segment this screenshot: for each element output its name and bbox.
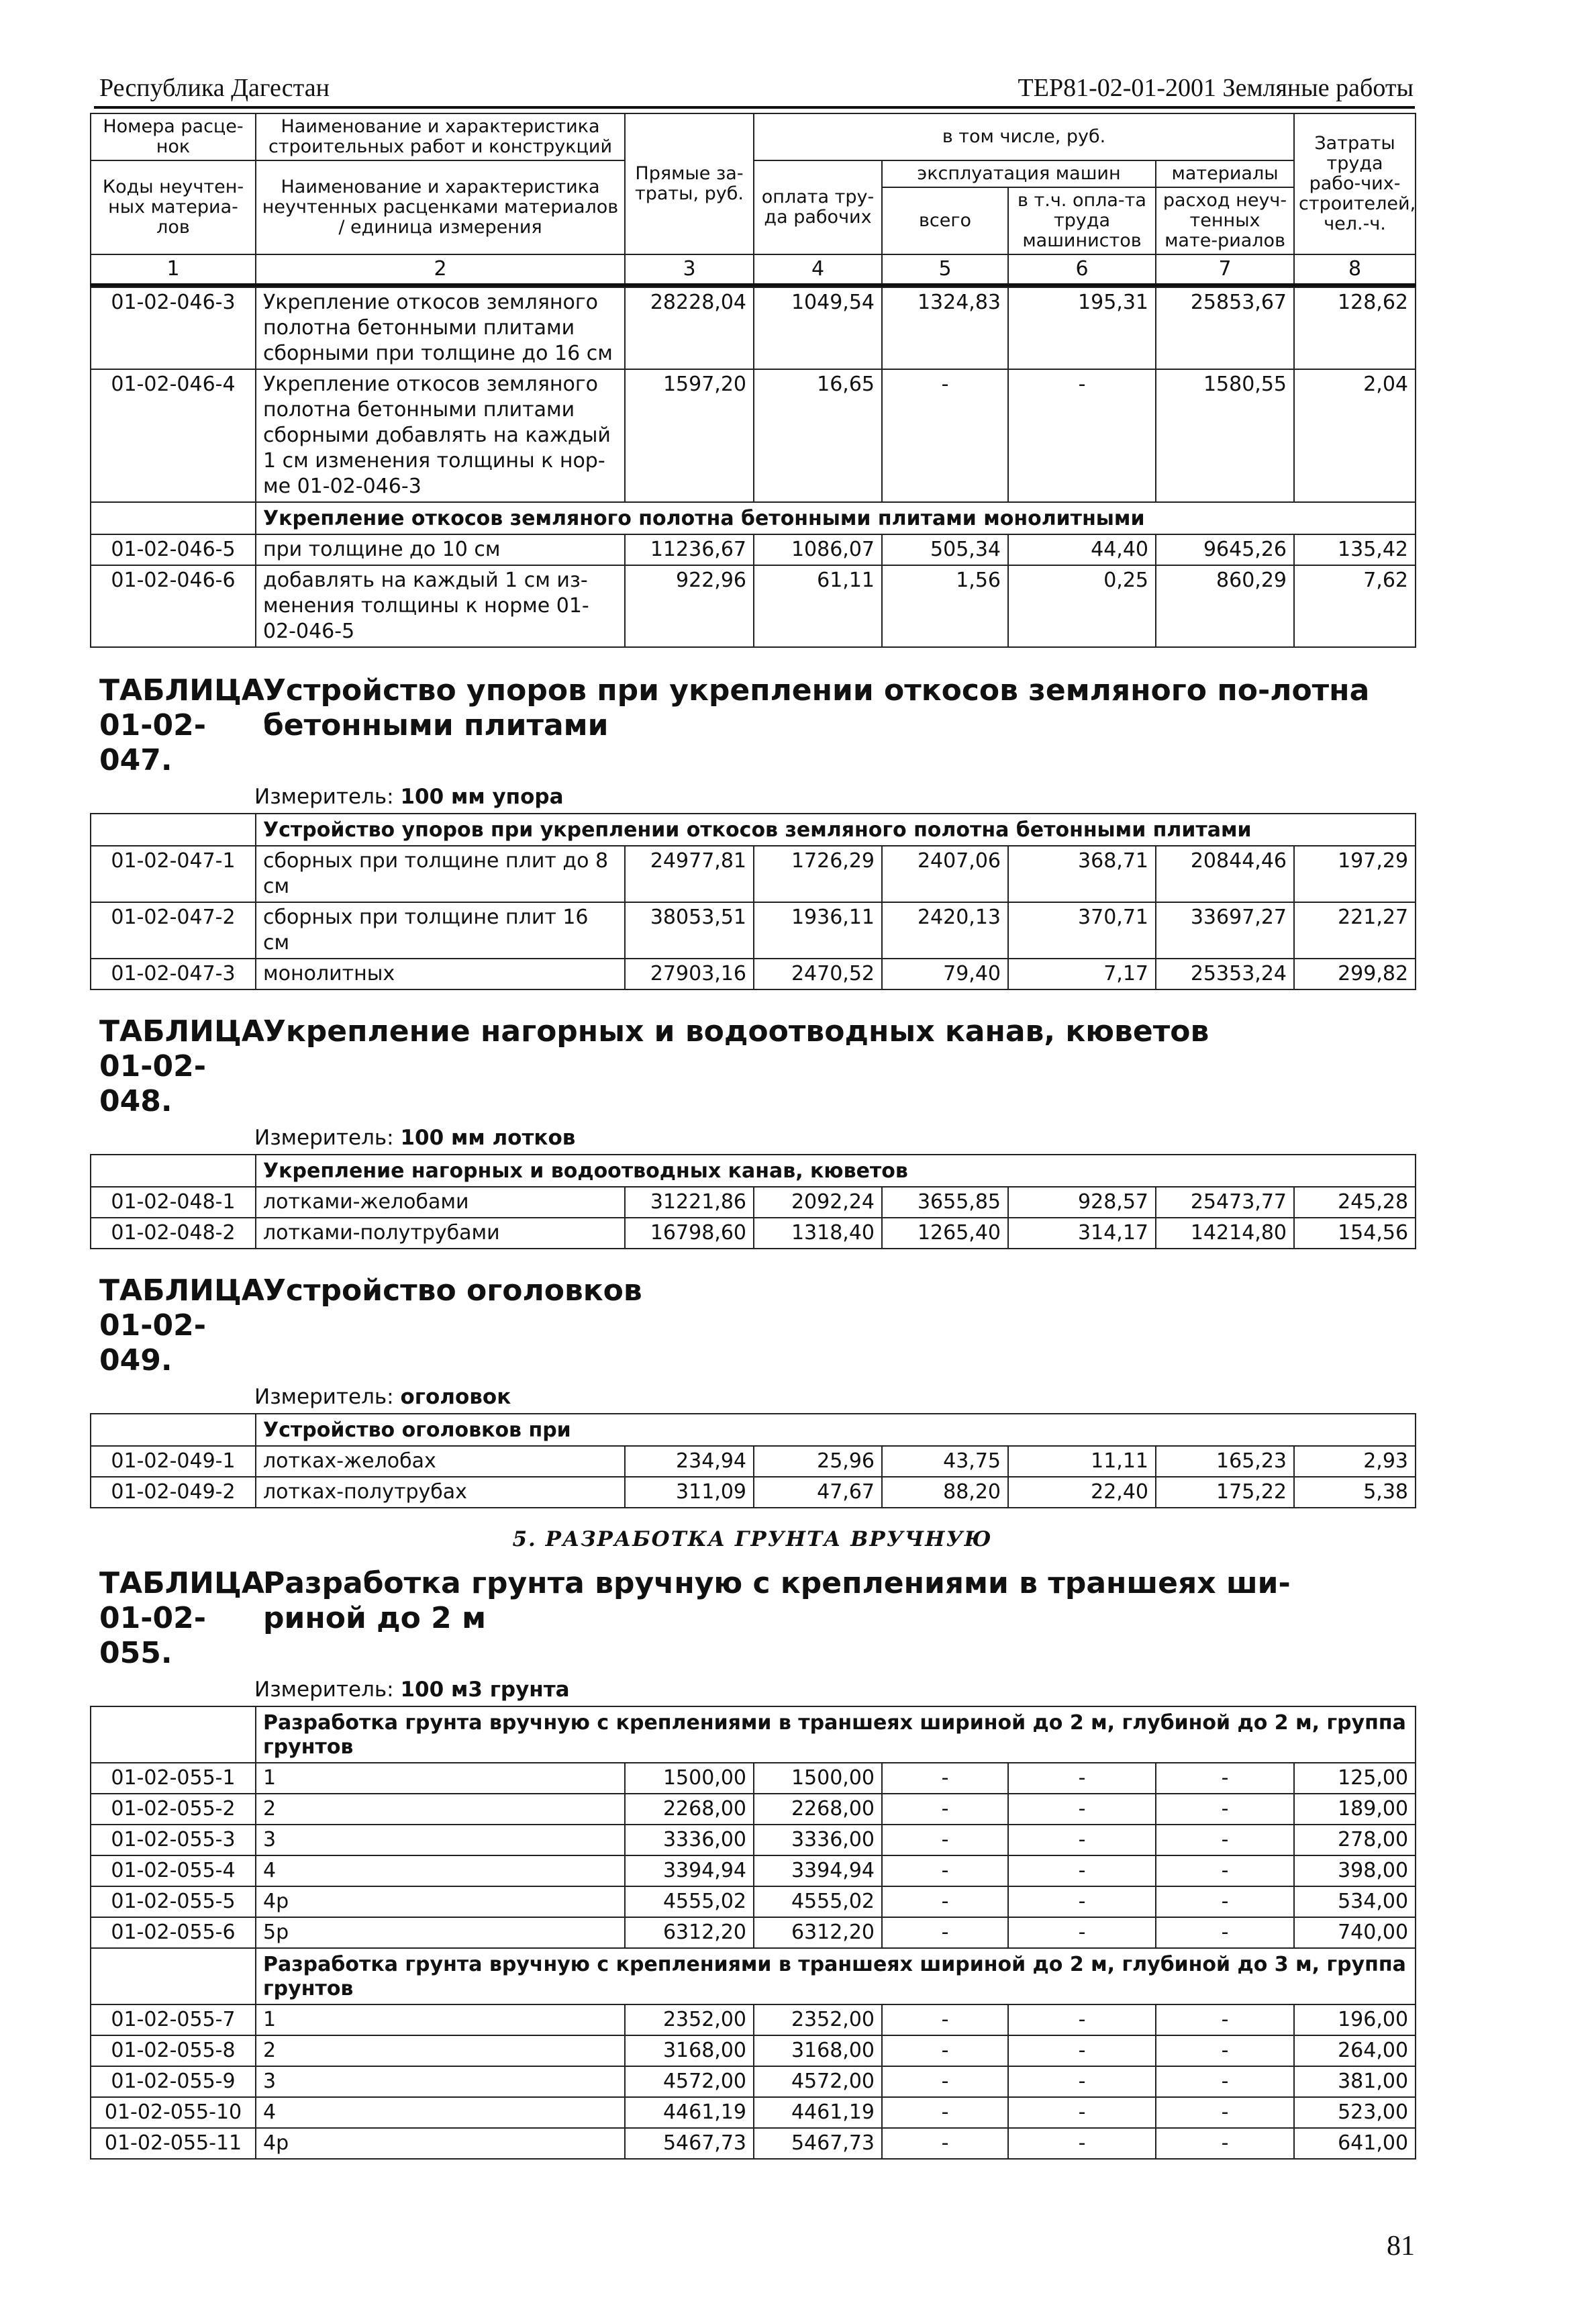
soil-group: 4р	[256, 2128, 625, 2159]
worker-pay: 1500,00	[754, 1763, 882, 1794]
soil-group: 1	[256, 2004, 625, 2035]
operator-pay: 22,40	[1008, 1477, 1156, 1508]
labor-hours: 245,28	[1294, 1187, 1416, 1218]
operator-pay: -	[1008, 1794, 1156, 1825]
group-spacer	[91, 502, 256, 534]
table-title: Устройство упоров при укреплении откосов земляного по-лотна бетонными плитами	[263, 673, 1370, 742]
machines-total: -	[882, 2128, 1008, 2159]
table-row	[91, 1477, 1416, 1508]
materials: 175,22	[1156, 1477, 1294, 1508]
col-header-work-name: Наименование и характеристика строительных работ и конструкций	[256, 113, 625, 160]
operator-pay: -	[1008, 1886, 1156, 1917]
worker-pay: 4555,02	[754, 1886, 882, 1917]
table-048-measure	[90, 1119, 1415, 1154]
group-spacer	[91, 1948, 256, 2004]
table-055-heading	[90, 1566, 1415, 1671]
rate-code: 01-02-055-3	[91, 1825, 256, 1855]
group-title: Укрепление откосов земляного полотна бетонными плитами монолитными	[256, 502, 1416, 534]
col-header-operator-pay: в т.ч. опла-та труда машинистов	[1008, 187, 1156, 254]
page-number: 81	[1387, 2231, 1415, 2262]
spacer	[90, 990, 1415, 1014]
operator-pay: 195,31	[1008, 287, 1156, 369]
labor-hours: 278,00	[1294, 1825, 1416, 1855]
labor-hours: 154,56	[1294, 1218, 1416, 1249]
worker-pay: 2092,24	[754, 1187, 882, 1218]
worker-pay: 4461,19	[754, 2097, 882, 2128]
table-row	[91, 1917, 1416, 1948]
machines-total: 43,75	[882, 1446, 1008, 1477]
col-header-materials: материалы	[1156, 160, 1294, 187]
spacer	[90, 1249, 1415, 1273]
table-label: ТАБЛИЦА 01-02-049.	[99, 1273, 264, 1377]
operator-pay: -	[1008, 2066, 1156, 2097]
labor-hours: 2,04	[1294, 369, 1416, 502]
section-title: 5. РАЗРАБОТКА ГРУНТА ВРУЧНУЮ	[512, 1527, 993, 1551]
direct-costs: 3336,00	[625, 1825, 754, 1855]
table-row	[91, 902, 1416, 959]
col-header-worker-pay: оплата тру-да рабочих	[754, 160, 882, 254]
operator-pay: 11,11	[1008, 1446, 1156, 1477]
rate-code: 01-02-048-2	[91, 1218, 256, 1249]
table-046-rows	[90, 287, 1416, 648]
machines-total: -	[882, 369, 1008, 502]
rate-code: 01-02-055-4	[91, 1855, 256, 1886]
table-row	[91, 2066, 1416, 2097]
work-name: сборных при толщине плит 16 см	[256, 902, 625, 959]
direct-costs: 11236,67	[625, 534, 754, 565]
group-title: Разработка грунта вручную с креплениями в траншеях шириной до 2 м, глубиной до 2 м, группа грунтов	[256, 1706, 1416, 1763]
table-title: Укрепление нагорных и водоотводных канав, кюветов	[263, 1014, 1209, 1049]
direct-costs: 38053,51	[625, 902, 754, 959]
table-047-heading	[90, 673, 1415, 778]
materials: 25853,67	[1156, 287, 1294, 369]
operator-pay: -	[1008, 1825, 1156, 1855]
machines-total: 3655,85	[882, 1187, 1008, 1218]
rate-code: 01-02-049-1	[91, 1446, 256, 1477]
worker-pay: 3336,00	[754, 1825, 882, 1855]
rate-code: 01-02-055-11	[91, 2128, 256, 2159]
soil-group: 3	[256, 1825, 625, 1855]
machines-total: -	[882, 1763, 1008, 1794]
labor-hours: 381,00	[1294, 2066, 1416, 2097]
rate-code: 01-02-046-3	[91, 287, 256, 369]
measure-value: 100 м3 грунта	[400, 1678, 570, 1702]
worker-pay: 61,11	[754, 565, 882, 647]
materials: -	[1156, 2035, 1294, 2066]
col-header-labor-hours: Затраты труда рабо-чих-строителей, чел.-ч.	[1294, 113, 1416, 254]
operator-pay: -	[1008, 2035, 1156, 2066]
rate-code: 01-02-055-8	[91, 2035, 256, 2066]
operator-pay: 7,17	[1008, 959, 1156, 989]
table-049-heading	[90, 1273, 1415, 1378]
table-row	[91, 1825, 1416, 1855]
rates-content	[90, 113, 1415, 2160]
worker-pay: 1318,40	[754, 1218, 882, 1249]
worker-pay: 4572,00	[754, 2066, 882, 2097]
machines-total: 505,34	[882, 534, 1008, 565]
table-row	[91, 2035, 1416, 2066]
measure-value: 100 мм лотков	[400, 1126, 576, 1150]
rate-code: 01-02-046-5	[91, 534, 256, 565]
rate-code: 01-02-046-4	[91, 369, 256, 502]
direct-costs: 2268,00	[625, 1794, 754, 1825]
labor-hours: 398,00	[1294, 1855, 1416, 1886]
table-row	[91, 1855, 1416, 1886]
operator-pay: -	[1008, 1855, 1156, 1886]
col-header-material-names: Наименование и характеристика неучтенных расценками материалов / единица измерения	[256, 160, 625, 254]
soil-group: 4	[256, 2097, 625, 2128]
operator-pay: 314,17	[1008, 1218, 1156, 1249]
machines-total: -	[882, 2004, 1008, 2035]
machines-total: -	[882, 1855, 1008, 1886]
direct-costs: 1597,20	[625, 369, 754, 502]
machines-total: -	[882, 1825, 1008, 1855]
machines-total: 1265,40	[882, 1218, 1008, 1249]
soil-group: 5р	[256, 1917, 625, 1948]
labor-hours: 740,00	[1294, 1917, 1416, 1948]
table-row	[91, 565, 1416, 647]
direct-costs: 31221,86	[625, 1187, 754, 1218]
measure-label: Измеритель:	[254, 1678, 394, 1702]
labor-hours: 523,00	[1294, 2097, 1416, 2128]
labor-hours: 299,82	[1294, 959, 1416, 989]
rate-code: 01-02-047-1	[91, 846, 256, 902]
soil-group: 4	[256, 1855, 625, 1886]
measure-value: 100 мм упора	[400, 785, 564, 809]
work-name: лотками-желобами	[256, 1187, 625, 1218]
machines-total: -	[882, 1794, 1008, 1825]
col-index: 1	[91, 254, 256, 285]
col-index: 7	[1156, 254, 1294, 285]
group-title: Устройство оголовков при	[256, 1414, 1416, 1446]
materials: -	[1156, 1917, 1294, 1948]
machines-total: 1,56	[882, 565, 1008, 647]
worker-pay: 6312,20	[754, 1917, 882, 1948]
table-row	[91, 1794, 1416, 1825]
materials: 1580,55	[1156, 369, 1294, 502]
machines-total: 2420,13	[882, 902, 1008, 959]
materials: 14214,80	[1156, 1218, 1294, 1249]
table-label: ТАБЛИЦА 01-02-055.	[99, 1566, 264, 1670]
table-row	[91, 2128, 1416, 2159]
direct-costs: 4461,19	[625, 2097, 754, 2128]
rate-code: 01-02-047-2	[91, 902, 256, 959]
machines-total: 88,20	[882, 1477, 1008, 1508]
work-name: Укрепление откосов земляного полотна бетонными плитами сборными добавлять на каждый 1 см изменения толщины к нор-ме 01-02-046-3	[256, 369, 625, 502]
work-name: сборных при толщине плит до 8 см	[256, 846, 625, 902]
worker-pay: 1086,07	[754, 534, 882, 565]
labor-hours: 197,29	[1294, 846, 1416, 902]
operator-pay: -	[1008, 2128, 1156, 2159]
group-spacer	[91, 1706, 256, 1763]
table-row	[91, 1218, 1416, 1249]
rate-code: 01-02-049-2	[91, 1477, 256, 1508]
group-spacer	[91, 814, 256, 846]
work-name: при толщине до 10 см	[256, 534, 625, 565]
direct-costs: 922,96	[625, 565, 754, 647]
table-049	[90, 1413, 1416, 1508]
table-row	[91, 534, 1416, 565]
table-048	[90, 1154, 1416, 1249]
operator-pay: 44,40	[1008, 534, 1156, 565]
worker-pay: 47,67	[754, 1477, 882, 1508]
group-title: Устройство упоров при укреплении откосов земляного полотна бетонными плитами	[256, 814, 1416, 846]
direct-costs: 234,94	[625, 1446, 754, 1477]
table-055-measure	[90, 1671, 1415, 1706]
labor-hours: 264,00	[1294, 2035, 1416, 2066]
worker-pay: 25,96	[754, 1446, 882, 1477]
operator-pay: -	[1008, 1763, 1156, 1794]
col-header-material-codes: Коды неучтен-ных материа-лов	[91, 160, 256, 254]
machines-total: 1324,83	[882, 287, 1008, 369]
col-index: 3	[625, 254, 754, 285]
direct-costs: 2352,00	[625, 2004, 754, 2035]
operator-pay: -	[1008, 1917, 1156, 1948]
materials: -	[1156, 1763, 1294, 1794]
direct-costs: 16798,60	[625, 1218, 754, 1249]
col-index: 8	[1294, 254, 1416, 285]
rate-code: 01-02-055-9	[91, 2066, 256, 2097]
header-document-code: ТЕР81-02-01-2001 Земляные работы	[1018, 74, 1414, 102]
operator-pay: -	[1008, 2004, 1156, 2035]
measure-value: оголовок	[400, 1385, 511, 1409]
materials: 25353,24	[1156, 959, 1294, 989]
table-047-measure	[90, 778, 1415, 813]
table-title: Разработка грунта вручную с креплениями в траншеях ши-риной до 2 м	[263, 1566, 1291, 1635]
table-048-heading	[90, 1014, 1415, 1119]
rate-code: 01-02-055-6	[91, 1917, 256, 1948]
machines-total: 2407,06	[882, 846, 1008, 902]
machines-total: -	[882, 2097, 1008, 2128]
operator-pay: 0,25	[1008, 565, 1156, 647]
rate-code: 01-02-046-6	[91, 565, 256, 647]
materials: -	[1156, 1794, 1294, 1825]
materials: 25473,77	[1156, 1187, 1294, 1218]
group-title: Укрепление нагорных и водоотводных канав, кюветов	[256, 1155, 1416, 1187]
labor-hours: 128,62	[1294, 287, 1416, 369]
rate-code: 01-02-055-10	[91, 2097, 256, 2128]
machines-total: -	[882, 1917, 1008, 1948]
measure-label: Измеритель:	[254, 1385, 394, 1409]
operator-pay: 928,57	[1008, 1187, 1156, 1218]
worker-pay: 2268,00	[754, 1794, 882, 1825]
soil-group: 2	[256, 1794, 625, 1825]
worker-pay: 2470,52	[754, 959, 882, 989]
materials: 165,23	[1156, 1446, 1294, 1477]
worker-pay: 5467,73	[754, 2128, 882, 2159]
rate-code: 01-02-055-5	[91, 1886, 256, 1917]
work-name: Укрепление откосов земляного полотна бетонными плитами сборными при толщине до 16 см	[256, 287, 625, 369]
table-title: Устройство оголовков	[263, 1273, 642, 1308]
rate-code: 01-02-047-3	[91, 959, 256, 989]
soil-group: 3	[256, 2066, 625, 2097]
col-header-direct-costs: Прямые за-траты, руб.	[625, 113, 754, 254]
table-row	[91, 1446, 1416, 1477]
work-name: лотках-полутрубах	[256, 1477, 625, 1508]
measure-label: Измеритель:	[254, 785, 394, 809]
direct-costs: 1500,00	[625, 1763, 754, 1794]
worker-pay: 3394,94	[754, 1855, 882, 1886]
measure-label: Измеритель:	[254, 1126, 394, 1150]
direct-costs: 5467,73	[625, 2128, 754, 2159]
group-title: Разработка грунта вручную с креплениями в траншеях шириной до 2 м, глубиной до 3 м, группа грунтов	[256, 1948, 1416, 2004]
soil-group: 4р	[256, 1886, 625, 1917]
materials: -	[1156, 2004, 1294, 2035]
machines-total: -	[882, 2066, 1008, 2097]
col-header-machines: эксплуатация машин	[882, 160, 1156, 187]
table-row	[91, 1763, 1416, 1794]
labor-hours: 135,42	[1294, 534, 1416, 565]
col-header-machines-total: всего	[882, 187, 1008, 254]
materials: -	[1156, 1855, 1294, 1886]
col-header-rate-number: Номера расце-нок	[91, 113, 256, 160]
table-row	[91, 287, 1416, 369]
materials: -	[1156, 1886, 1294, 1917]
table-047	[90, 813, 1416, 990]
work-name: монолитных	[256, 959, 625, 989]
materials: -	[1156, 2097, 1294, 2128]
operator-pay: 368,71	[1008, 846, 1156, 902]
materials: 33697,27	[1156, 902, 1294, 959]
labor-hours: 2,93	[1294, 1446, 1416, 1477]
direct-costs: 4555,02	[625, 1886, 754, 1917]
table-055	[90, 1706, 1416, 2160]
labor-hours: 641,00	[1294, 2128, 1416, 2159]
rate-code: 01-02-048-1	[91, 1187, 256, 1218]
materials: 20844,46	[1156, 846, 1294, 902]
col-header-including: в том числе, руб.	[754, 113, 1294, 160]
worker-pay: 3168,00	[754, 2035, 882, 2066]
direct-costs: 4572,00	[625, 2066, 754, 2097]
rate-code: 01-02-055-7	[91, 2004, 256, 2035]
direct-costs: 3168,00	[625, 2035, 754, 2066]
header-region: Республика Дагестан	[99, 74, 330, 102]
materials: -	[1156, 2066, 1294, 2097]
spacer	[90, 648, 1415, 673]
direct-costs: 3394,94	[625, 1855, 754, 1886]
labor-hours: 7,62	[1294, 565, 1416, 647]
labor-hours: 5,38	[1294, 1477, 1416, 1508]
table-row	[91, 1187, 1416, 1218]
soil-group: 1	[256, 1763, 625, 1794]
work-name: лотками-полутрубами	[256, 1218, 625, 1249]
col-index: 6	[1008, 254, 1156, 285]
direct-costs: 6312,20	[625, 1917, 754, 1948]
materials: -	[1156, 2128, 1294, 2159]
worker-pay: 1049,54	[754, 287, 882, 369]
rate-code: 01-02-055-1	[91, 1763, 256, 1794]
materials: 860,29	[1156, 565, 1294, 647]
table-row	[91, 959, 1416, 989]
direct-costs: 27903,16	[625, 959, 754, 989]
table-row	[91, 2004, 1416, 2035]
table-row	[91, 846, 1416, 902]
worker-pay: 1936,11	[754, 902, 882, 959]
materials: -	[1156, 1825, 1294, 1855]
machines-total: -	[882, 2035, 1008, 2066]
materials: 9645,26	[1156, 534, 1294, 565]
worker-pay: 16,65	[754, 369, 882, 502]
table-049-measure	[90, 1378, 1415, 1413]
col-index: 2	[256, 254, 625, 285]
worker-pay: 2352,00	[754, 2004, 882, 2035]
table-row	[91, 2097, 1416, 2128]
table-label: ТАБЛИЦА 01-02-047.	[99, 673, 264, 777]
direct-costs: 311,09	[625, 1477, 754, 1508]
group-spacer	[91, 1155, 256, 1187]
col-index: 4	[754, 254, 882, 285]
worker-pay: 1726,29	[754, 846, 882, 902]
labor-hours: 221,27	[1294, 902, 1416, 959]
labor-hours: 125,00	[1294, 1763, 1416, 1794]
col-index: 5	[882, 254, 1008, 285]
operator-pay: -	[1008, 369, 1156, 502]
machines-total: -	[882, 1886, 1008, 1917]
direct-costs: 28228,04	[625, 287, 754, 369]
labor-hours: 189,00	[1294, 1794, 1416, 1825]
soil-group: 2	[256, 2035, 625, 2066]
work-name: добавлять на каждый 1 см из-менения толщины к норме 01-02-046-5	[256, 565, 625, 647]
rate-code: 01-02-055-2	[91, 1794, 256, 1825]
table-row	[91, 369, 1416, 502]
table-label: ТАБЛИЦА 01-02-048.	[99, 1014, 264, 1118]
table-row	[91, 1886, 1416, 1917]
labor-hours: 534,00	[1294, 1886, 1416, 1917]
column-header-table	[90, 113, 1416, 287]
operator-pay: 370,71	[1008, 902, 1156, 959]
direct-costs: 24977,81	[625, 846, 754, 902]
col-header-unaccounted-materials: расход неуч-тенных мате-риалов	[1156, 187, 1294, 254]
labor-hours: 196,00	[1294, 2004, 1416, 2035]
operator-pay: -	[1008, 2097, 1156, 2128]
header-rule	[94, 106, 1415, 109]
group-spacer	[91, 1414, 256, 1446]
work-name: лотках-желобах	[256, 1446, 625, 1477]
machines-total: 79,40	[882, 959, 1008, 989]
